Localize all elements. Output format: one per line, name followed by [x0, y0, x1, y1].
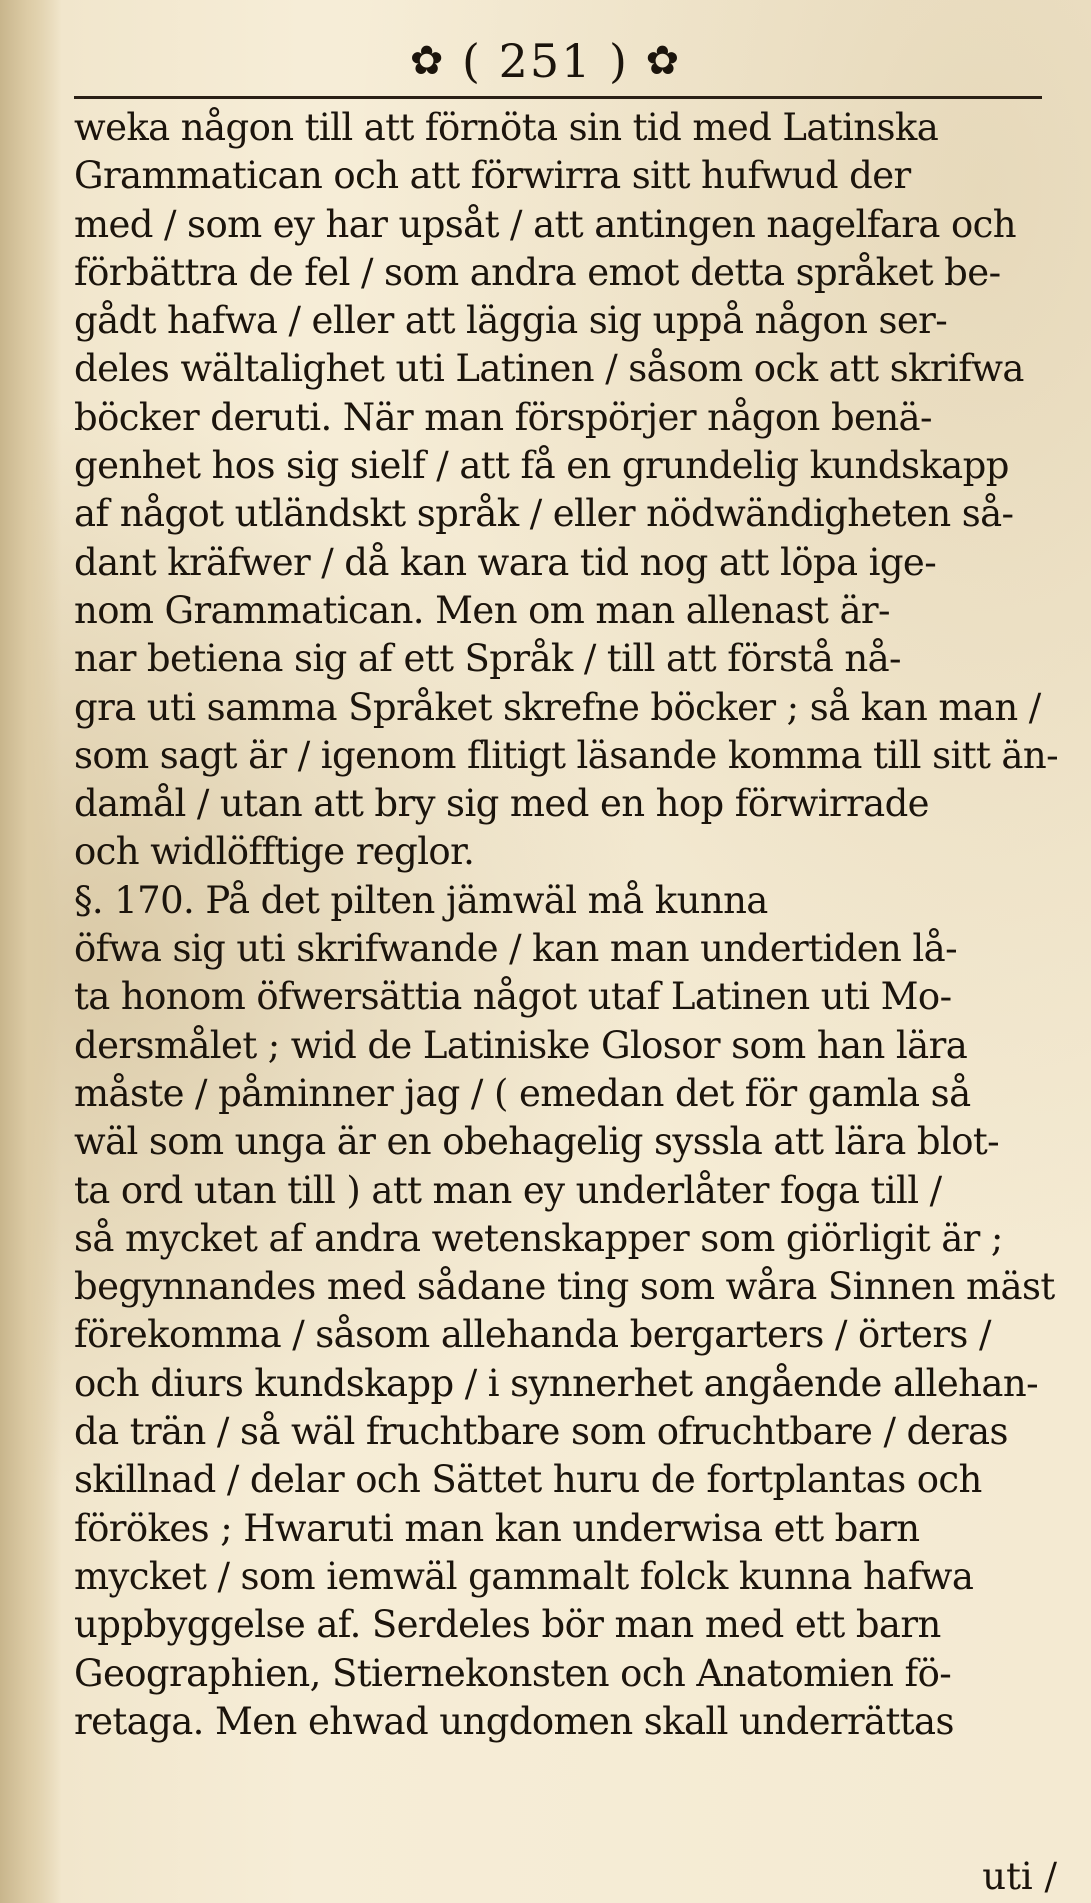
text-line: dersmålet ; wid de Latiniske Glosor som han lära	[74, 1023, 968, 1067]
text-line: begynnandes med sådane ting som wåra Sinnen mäst	[74, 1265, 1055, 1309]
text-line: med / som ey har upsåt / att antingen nagelfara och	[74, 202, 1017, 246]
text-line: Geographien, Stiernekonsten och Anatomien fö-	[74, 1651, 952, 1695]
text-line: af något utländskt språk / eller nödwändigheten så-	[74, 492, 1014, 536]
text-line: gra uti samma Språket skrefne böcker ; så kan man /	[74, 685, 1041, 729]
text-line: förekomma / såsom allehanda bergarters / örters /	[74, 1313, 991, 1357]
text-line: uppbyggelse af. Serdeles bör man med ett barn	[74, 1603, 941, 1647]
text-line: §. 170. På det pilten jämwäl må kunna	[74, 878, 768, 922]
text-line: så mycket af andra wetenskapper som giörligit är ;	[74, 1216, 1003, 1260]
text-line: da trän / så wäl fruchtbare som ofruchtbare / deras	[74, 1410, 1008, 1454]
text-line: öfwa sig uti skrifwande / kan man undertiden lå-	[74, 927, 957, 971]
catchword: uti /	[982, 1855, 1057, 1898]
text-line: damål / utan att bry sig med en hop förwirrade	[74, 782, 929, 826]
text-line: deles wältalighet uti Latinen / såsom ock att skrifwa	[74, 347, 1024, 391]
text-line: skillnad / delar och Sättet huru de fortplantas och	[74, 1458, 982, 1502]
header-rule	[74, 96, 1042, 99]
text-line: förbättra de fel / som andra emot detta språket be-	[74, 250, 1001, 294]
page-number: ( 251 )	[462, 34, 629, 88]
text-line: gådt hafwa / eller att läggia sig uppå någon ser-	[74, 299, 948, 343]
body-text	[74, 104, 1060, 1746]
text-line: måste / påminner jag / ( emedan det för gamla så	[74, 1071, 971, 1115]
text-line: och diurs kundskapp / i synnerhet angående allehan-	[74, 1361, 1038, 1405]
text-line: som sagt är / igenom flitigt läsande komma till sitt än-	[74, 733, 1058, 777]
text-line: nom Grammatican. Men om man allenast är-	[74, 588, 890, 632]
page-gutter-shadow	[0, 0, 62, 1903]
flower-ornament-icon: ✿	[645, 38, 682, 84]
text-line: retaga. Men ehwad ungdomen skall underrättas	[74, 1699, 954, 1743]
text-line: dant kräfwer / då kan wara tid nog att löpa ige-	[74, 540, 937, 584]
text-line: Grammatican och att förwirra sitt hufwud der	[74, 154, 911, 198]
text-line: genhet hos sig sielf / att få en grundelig kundskapp	[74, 444, 1009, 488]
flower-ornament-icon: ✿	[409, 38, 446, 84]
text-line: ta ord utan till ) att man ey underlåter foga till /	[74, 1168, 942, 1212]
text-line: böcker deruti. När man förspörjer någon benä-	[74, 395, 932, 439]
text-line: ta honom öfwersättia något utaf Latinen uti Mo-	[74, 975, 952, 1019]
text-line: weka någon till att förnöta sin tid med Latinska	[74, 106, 939, 149]
text-line: nar betiena sig af ett Språk / till att förstå nå-	[74, 637, 901, 681]
text-line: förökes ; Hwaruti man kan underwisa ett barn	[74, 1506, 920, 1550]
page-header	[0, 22, 1091, 92]
text-line: mycket / som iemwäl gammalt folck kunna hafwa	[74, 1554, 974, 1598]
text-line: wäl som unga är en obehagelig syssla att lära blot-	[74, 1120, 1000, 1164]
text-line: och widlöfftige reglor.	[74, 830, 475, 874]
